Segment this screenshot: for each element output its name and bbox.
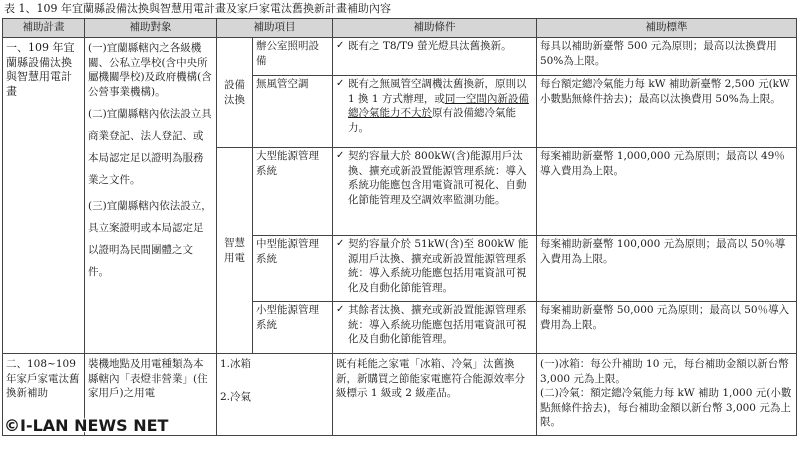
condition-lighting: ✓ 既有之 T8/T9 螢光燈具汰舊換新。 <box>333 38 537 76</box>
standard-air-conditioner: (二)冷氣：額定總冷氣能力每 kW 補助 1,000 元(小數點無條件捨去)，每台補助金額以新台幣 3,000 元為上限。 <box>540 387 792 428</box>
standard-large-ems: 每案補助新臺幣 1,000,000 元為原則；最高以 49％導入費用為上限。 <box>537 148 797 236</box>
standard-fridge: (一)冰箱：每公升補助 10 元，每台補助金額以新台幣 3,000 元為上限。 <box>540 358 789 385</box>
group-equipment: 設備汰換 <box>217 38 253 148</box>
header-target: 補助對象 <box>85 19 217 38</box>
header-standard: 補助標準 <box>537 19 797 38</box>
header-plan: 補助計畫 <box>3 19 85 38</box>
plan1-target-2: (二)宜蘭縣轄內依法設立具商業登記、法人登記、或本局認定足以證明為服務業之文件。 <box>88 108 212 186</box>
condition-large-ems: ✓ 契約容量大於 800kW(含)能源用戶汰換、擴充或新設置能源管理系統：導入系統功能應包含用電資訊可視化、自動化節能管理及空調效率監測功能。 <box>333 148 537 236</box>
check-icon: ✓ <box>336 238 345 249</box>
plan1-targets <box>85 38 217 354</box>
standard-ductless-ac: 每台額定總冷氣能力每 kW 補助新臺幣 2,500 元(kW 小數點無條件捨去)；最高以汰換費用 50%為上限。 <box>537 76 797 148</box>
item-ductless-ac: 無風管空調 <box>253 76 333 148</box>
plan2-name: 二、108~109 年家戶家電汰舊換新補助 <box>3 354 85 436</box>
header-item: 補助項目 <box>217 19 333 38</box>
plan1-name: 一、109 年宜蘭縣設備汰換與智慧用電計畫 <box>3 38 85 354</box>
condition-ductless-ac: ✓ 既有之無風管空調機汰舊換新，原則以 1 換 1 方式辦理，或同一空間內新設備總冷氣能力不大於原有設備總冷氣能力。 <box>333 76 537 148</box>
standard-lighting: 每具以補助新臺幣 500 元為原則；最高以汰換費用 50%為上限。 <box>537 38 797 76</box>
check-icon: ✓ <box>336 40 345 51</box>
plan2-items <box>217 354 333 436</box>
watermark: ©I-LAN NEWS NET <box>4 416 169 435</box>
header-row <box>3 19 797 38</box>
plan2-target: 裝機地點及用電種類為本縣轄內「表燈非營業」(住家用戶)之用電 <box>85 354 217 436</box>
item-medium-ems: 中型能源管理系統 <box>253 236 333 302</box>
table-row <box>3 38 797 76</box>
item-lighting: 辦公室照明設備 <box>253 38 333 76</box>
plan2-condition: 既有耗能之家電「冰箱、冷氣」汰舊換新，新購買之節能家電應符合能源效率分級標示 1 級或 2 級產品。 <box>333 354 537 436</box>
table-caption: 表 1、109 年宜蘭縣設備汰換與智慧用電計畫及家戶家電汰舊換新計畫補助內容 <box>4 2 391 15</box>
plan1-target-1: (一)宜蘭縣轄內之各級機關、公私立學校(含中央所屬機關學校)及政府機構(含公營事業機構)。 <box>88 42 212 98</box>
plan2-standard <box>537 354 797 436</box>
item-fridge: 1.冰箱 <box>220 358 252 370</box>
standard-small-ems: 每案補助新臺幣 50,000 元為原則；最高以 50％導入費用為上限。 <box>537 302 797 354</box>
group-smart-power: 智慧用電 <box>217 148 253 354</box>
item-small-ems: 小型能源管理系統 <box>253 302 333 354</box>
condition-small-ems: ✓ 其餘者汰換、擴充或新設置能源管理系統：導入系統功能應包括用電資訊可視化及自動化節能管理。 <box>333 302 537 354</box>
standard-medium-ems: 每案補助新臺幣 100,000 元為原則；最高以 50％導入費用為上限。 <box>537 236 797 302</box>
subsidy-table <box>2 18 797 436</box>
check-icon: ✓ <box>336 78 345 89</box>
condition-medium-ems: ✓ 契約容量介於 51kW(含)至 800kW 能源用戶汰換、擴充或新設置能源管理系統：導入系統功能應包括用電資訊可視化及自動化節能管理。 <box>333 236 537 302</box>
header-condition: 補助條件 <box>333 19 537 38</box>
item-air-conditioner: 2.冷氣 <box>220 390 252 403</box>
check-icon: ✓ <box>336 150 345 161</box>
item-large-ems: 大型能源管理系統 <box>253 148 333 236</box>
plan1-target-3: (三)宜蘭縣轄內依法設立，具立案證明或本局認定足以證明為民間團體之文件。 <box>88 200 212 278</box>
check-icon: ✓ <box>336 304 345 315</box>
